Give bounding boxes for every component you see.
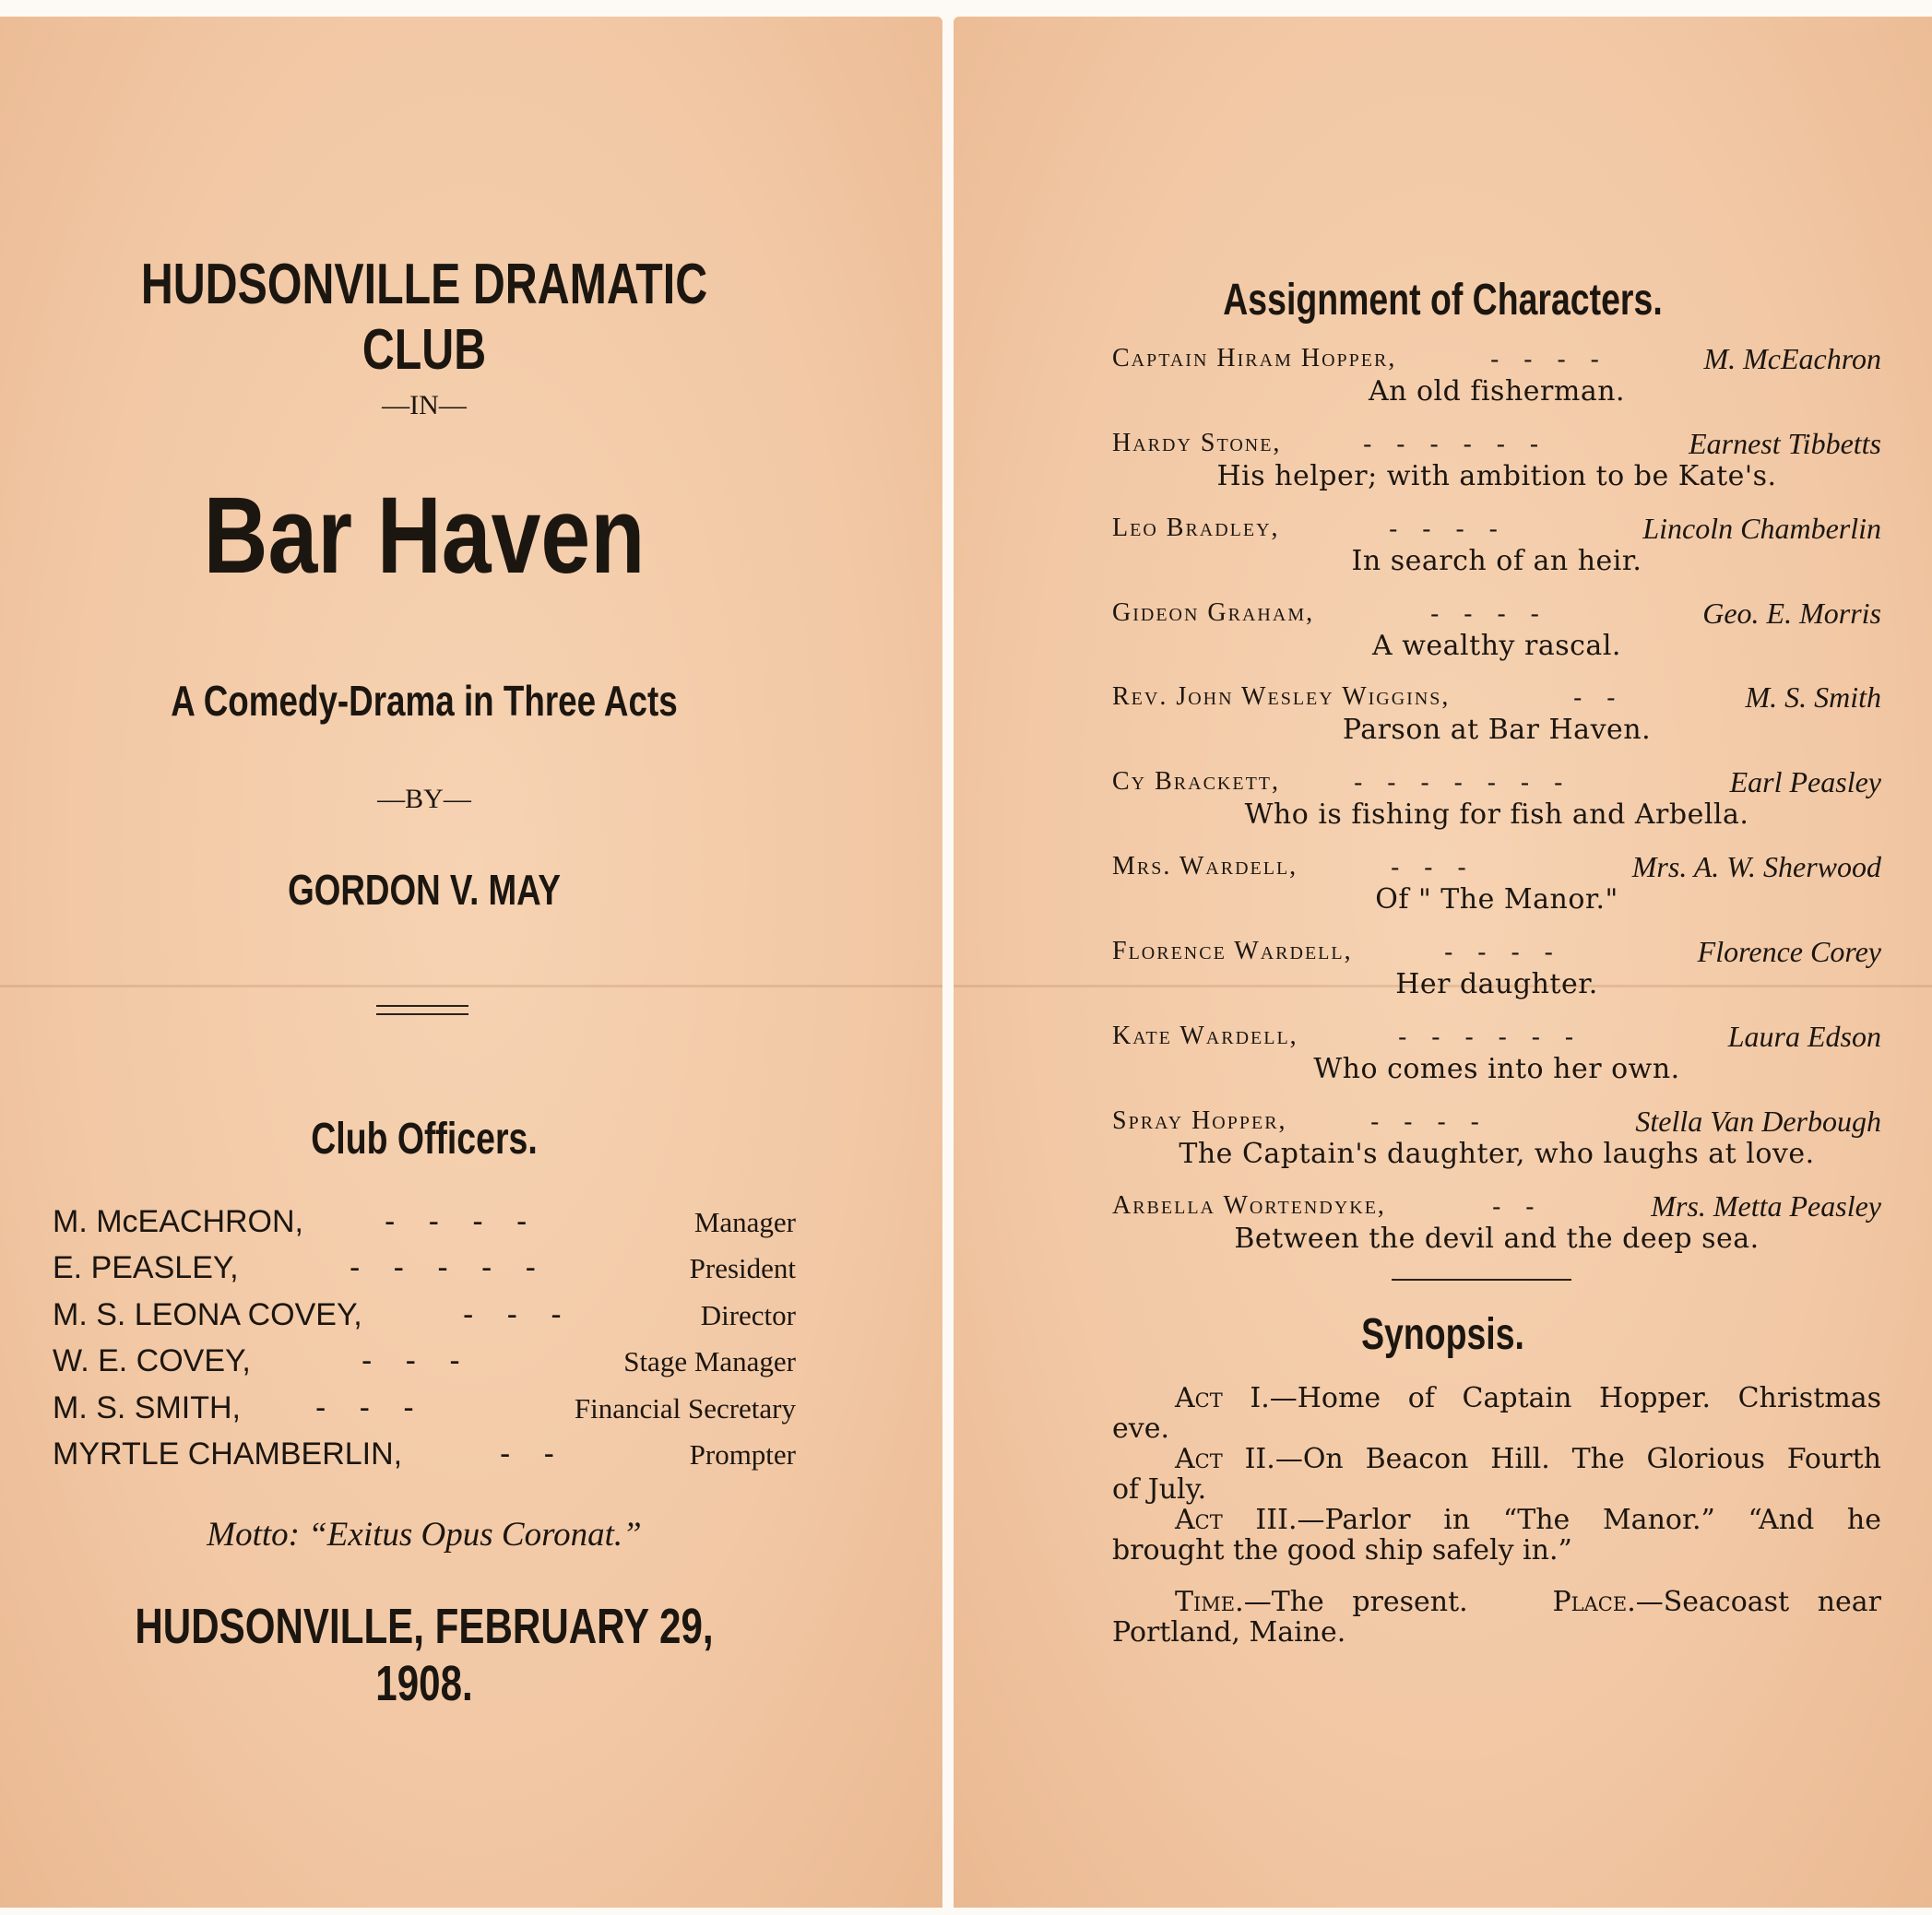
character-description: A wealthy rascal. — [1372, 630, 1621, 662]
officer-dashes: - - - — [463, 1297, 563, 1332]
actor-name: Lincoln Chamberlin — [1642, 512, 1881, 545]
synopsis-time-place-line1 — [1112, 1587, 1881, 1617]
officer-row — [53, 1390, 796, 1433]
officer-role: Prompter — [689, 1438, 796, 1471]
character-dashes: - - - - - - — [1398, 1022, 1574, 1052]
character-dashes: - - — [1573, 682, 1616, 713]
performance-date: HUDSONVILLE, FEBRUARY 29, 1908. — [135, 1599, 714, 1711]
character-dashes: - - - - - - - — [1354, 767, 1563, 798]
act3-text: —Parlor in “The Manor.” “And he — [1297, 1504, 1881, 1536]
officer-name: M. McEACHRON, — [53, 1204, 303, 1239]
club-title: HUDSONVILLE DRAMATIC CLUB — [140, 253, 708, 382]
officer-dashes: - - - - - — [350, 1250, 538, 1285]
character-dashes: - - - - — [1490, 344, 1599, 374]
act2-label: Act II. — [1175, 1443, 1275, 1475]
character-name: Spray Hopper, — [1112, 1106, 1287, 1135]
officer-dashes: - - - - — [385, 1204, 529, 1239]
actor-name: Laura Edson — [1727, 1020, 1881, 1053]
character-entry — [1112, 1022, 1881, 1101]
by-label: —BY— — [377, 784, 471, 814]
officer-row — [53, 1204, 796, 1247]
character-entry — [1112, 429, 1881, 508]
character-description: The Captain's daughter, who laughs at love. — [1179, 1138, 1815, 1170]
character-name: Florence Wardell, — [1112, 937, 1353, 965]
place-text: —Seacoast near — [1635, 1586, 1882, 1618]
play-title: Bar Haven — [203, 475, 646, 597]
officer-name: MYRTLE CHAMBERLIN, — [53, 1436, 403, 1472]
club-motto: Motto: “Exitus Opus Coronat.” — [207, 1516, 642, 1554]
officer-name: W. E. COVEY, — [53, 1343, 251, 1378]
actor-name: M. McEachron — [1703, 342, 1881, 375]
character-description: Her daughter. — [1395, 968, 1598, 1000]
character-dashes: - - - - - - — [1363, 429, 1539, 459]
character-dashes: - - - - — [1444, 937, 1553, 967]
right-page — [954, 17, 1932, 1908]
character-name: Hardy Stone, — [1112, 429, 1282, 457]
character-name: Kate Wardell, — [1112, 1022, 1298, 1050]
synopsis-act3-line1 — [1112, 1505, 1881, 1535]
synopsis-act2-line2: of July. — [1112, 1473, 1207, 1506]
character-description: His helper; with ambition to be Kate's. — [1216, 460, 1777, 492]
character-description: An old fisherman. — [1368, 375, 1626, 408]
synopsis-act1-line1 — [1112, 1383, 1881, 1413]
officer-name: M. S. LEONA COVEY, — [53, 1297, 362, 1332]
actor-name: Stella Van Derbough — [1635, 1105, 1881, 1138]
time-label: Time. — [1175, 1586, 1244, 1618]
character-name: Cy Brackett, — [1112, 767, 1281, 796]
character-description: Who comes into her own. — [1313, 1053, 1680, 1085]
paper-fold-crease — [0, 985, 942, 987]
actor-name: Mrs. Metta Peasley — [1651, 1189, 1881, 1223]
character-dashes: - - — [1492, 1191, 1535, 1222]
act1-text: —Home of Captain Hopper. Christmas — [1269, 1382, 1881, 1414]
author-name: GORDON V. MAY — [288, 866, 561, 914]
synopsis-heading: Synopsis. — [1361, 1310, 1524, 1359]
officers-heading: Club Officers. — [311, 1115, 538, 1164]
character-description: In search of an heir. — [1351, 545, 1642, 577]
character-description: Parson at Bar Haven. — [1342, 714, 1652, 746]
character-name: Gideon Graham, — [1112, 598, 1315, 627]
officer-dashes: - - - — [315, 1390, 416, 1425]
character-dashes: - - - — [1391, 852, 1466, 882]
character-entry — [1112, 767, 1881, 846]
left-page — [0, 17, 942, 1908]
actor-name: Mrs. A. W. Sherwood — [1631, 850, 1881, 883]
synopsis-act1-line2: eve. — [1112, 1413, 1169, 1445]
officer-row — [53, 1250, 796, 1293]
rule-divider — [1392, 1279, 1571, 1281]
character-entry — [1112, 937, 1881, 1016]
actor-name: Florence Corey — [1697, 935, 1881, 968]
synopsis-act2-line1 — [1112, 1444, 1881, 1474]
character-description: Who is fishing for fish and Arbella. — [1244, 798, 1749, 831]
time-text: —The present. — [1243, 1586, 1468, 1618]
synopsis-place-line2: Portland, Maine. — [1112, 1616, 1346, 1649]
double-rule-divider — [376, 1005, 468, 1015]
act1-label: Act I. — [1175, 1382, 1270, 1414]
actor-name: Earl Peasley — [1729, 765, 1881, 798]
officer-name: E. PEASLEY, — [53, 1250, 239, 1285]
character-dashes: - - - - — [1430, 598, 1539, 629]
character-name: Leo Bradley, — [1112, 514, 1280, 542]
officer-row — [53, 1297, 796, 1340]
character-name: Rev. John Wesley Wiggins, — [1112, 682, 1451, 711]
play-subtitle: A Comedy-Drama in Three Acts — [171, 677, 678, 725]
officer-row — [53, 1436, 796, 1479]
character-entry — [1112, 514, 1881, 593]
character-entry — [1112, 1191, 1881, 1271]
synopsis-act3-line2: brought the good ship safely in.” — [1112, 1534, 1572, 1566]
character-name: Arbella Wortendyke, — [1112, 1191, 1386, 1220]
actor-name: Earnest Tibbetts — [1689, 427, 1881, 460]
character-entry — [1112, 852, 1881, 931]
officer-dashes: - - - — [362, 1343, 462, 1378]
character-description: Of " The Manor." — [1375, 883, 1618, 916]
officer-row — [53, 1343, 796, 1386]
officer-dashes: - - — [500, 1436, 556, 1472]
actor-name: Geo. E. Morris — [1702, 597, 1881, 630]
character-name: Captain Hiram Hopper, — [1112, 344, 1397, 372]
character-entry — [1112, 344, 1881, 423]
place-label: Place. — [1552, 1586, 1636, 1618]
officer-role: Director — [700, 1299, 796, 1331]
act2-text: —On Beacon Hill. The Glorious Fourth — [1274, 1443, 1881, 1475]
in-label: —IN— — [382, 390, 467, 420]
character-dashes: - - - - — [1389, 514, 1498, 544]
character-entry — [1112, 1106, 1881, 1186]
officer-name: M. S. SMITH, — [53, 1390, 241, 1425]
character-entry — [1112, 598, 1881, 678]
officer-role: Manager — [693, 1206, 796, 1238]
character-description: Between the devil and the deep sea. — [1234, 1223, 1760, 1255]
officer-role: President — [689, 1252, 796, 1284]
actor-name: M. S. Smith — [1745, 680, 1881, 714]
officer-role: Stage Manager — [623, 1345, 796, 1377]
character-name: Mrs. Wardell, — [1112, 852, 1298, 881]
act3-label: Act III. — [1175, 1504, 1298, 1536]
officer-role: Financial Secretary — [574, 1392, 796, 1424]
characters-heading: Assignment of Characters. — [1223, 276, 1663, 325]
character-dashes: - - - - — [1370, 1106, 1479, 1137]
character-entry — [1112, 682, 1881, 762]
